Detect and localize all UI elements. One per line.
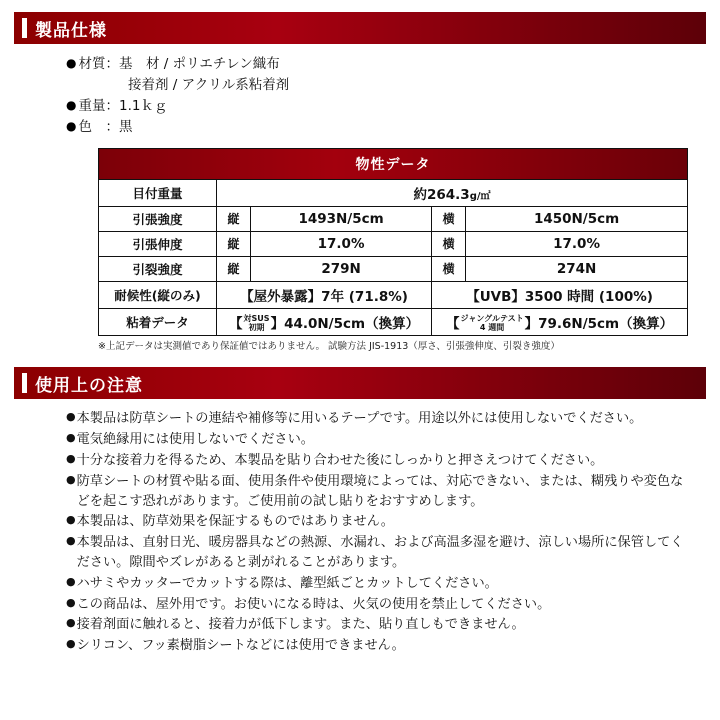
weather-outdoor-value: 【屋外暴露】7年 (71.8%) — [217, 281, 432, 308]
section-title-caution: 使用上の注意 — [35, 375, 143, 396]
spec-item-label: 色 ：黒 — [78, 118, 133, 135]
caution-text: 本製品は、防草効果を保証するものではありません。 — [76, 514, 394, 530]
spec-item-label: 重量：1.1ｋｇ — [78, 97, 168, 114]
bullet-icon: ● — [66, 431, 76, 445]
adhesion-initial-value: 【 対SUS 初期 】44.0N/5cm（換算） — [217, 308, 432, 335]
row-header: 粘着データ — [99, 308, 217, 335]
direction-label: 横 — [432, 206, 466, 231]
bullet-icon: ● — [66, 637, 76, 651]
adhesion-initial-number: 44.0N/5cm（換算） — [284, 315, 420, 332]
row-header: 目付重量 — [99, 179, 217, 206]
adhesion-initial-caption: 対SUS 初期 — [243, 314, 270, 332]
caution-text: 十分な接着力を得るため、本製品を貼り合わせた後にしっかりと押さえつけてください。 — [76, 453, 604, 469]
table-row — [99, 256, 688, 281]
list-item — [66, 636, 688, 656]
list-item — [66, 451, 688, 471]
row-value: 1450N/5cm — [466, 206, 688, 231]
list-item — [66, 512, 688, 532]
row-value — [217, 179, 688, 206]
table-footnote: ※上記データは実測値であり保証値ではありません。 試験方法 JIS-1913（厚さ、引張強伸度、引裂き強度） — [98, 341, 560, 353]
section-header-spec — [14, 12, 706, 44]
value-number: 約264.3 — [413, 186, 470, 203]
bullet-icon: ● — [66, 595, 76, 609]
row-header: 引張強度 — [99, 206, 217, 231]
caution-text: ハサミやカッターでカットする際は、離型紙ごとカットしてください。 — [76, 575, 498, 591]
section-header-caution — [14, 367, 706, 399]
row-value: 1493N/5cm — [251, 206, 432, 231]
direction-label: 横 — [432, 256, 466, 281]
row-value: 17.0% — [251, 231, 432, 256]
table-row-adhesion — [99, 308, 688, 335]
row-header: 耐候性(縦のみ) — [99, 281, 217, 308]
bullet-icon: ● — [66, 452, 76, 466]
caution-text: 電気絶縁用には使用しないでください。 — [76, 432, 314, 448]
caution-text: 接着剤面に触れると、接着力が低下します。また、貼り直しもできません。 — [76, 617, 525, 633]
spec-list — [66, 54, 706, 138]
caution-list — [66, 409, 688, 656]
caution-text: 本製品は防草シートの連結や補修等に用いるテープです。用途以外には使用しないでください。 — [76, 411, 643, 427]
bullet-icon: ● — [66, 56, 77, 70]
spec-item-sub: 接着剤 / アクリル系粘着剤 — [128, 76, 290, 93]
spec-item — [66, 117, 706, 138]
direction-label: 縦 — [217, 231, 251, 256]
bullet-icon: ● — [66, 513, 76, 527]
adhesion-jungle-number: 79.6N/5cm（換算） — [538, 315, 674, 332]
row-value: 17.0% — [466, 231, 688, 256]
spec-item — [66, 96, 706, 117]
header-accent-bar — [22, 373, 27, 393]
table-row — [99, 231, 688, 256]
table-row-weather — [99, 281, 688, 308]
section-title-spec: 製品仕様 — [35, 20, 107, 41]
list-item — [66, 615, 688, 635]
caution-text: 本製品は、直射日光、暖房器具などの熱源、水漏れ、および高温多湿を避け、涼しい場所に保管してください。隙間やズレがあると剥がれることがあります。 — [76, 535, 684, 570]
bullet-icon: ● — [66, 410, 76, 424]
row-value: 274N — [466, 256, 688, 281]
table-row — [99, 206, 688, 231]
spec-item-label: 材質：基 材 / ポリエチレン織布 — [78, 56, 280, 72]
weather-uvb-value: 【UVB】3500 時間 (100%) — [432, 281, 688, 308]
table-title: 物性データ — [99, 148, 688, 179]
direction-label: 横 — [432, 231, 466, 256]
list-item — [66, 409, 688, 429]
list-item — [66, 533, 688, 573]
direction-label: 縦 — [217, 256, 251, 281]
adhesion-jungle-value: 【 ジャングルテスト 4 週間 】79.6N/5cm（換算） — [432, 308, 688, 335]
caution-text: シリコン、フッ素樹脂シートなどには使用できません。 — [76, 638, 405, 654]
property-data-table — [98, 148, 688, 336]
bullet-icon: ● — [66, 97, 77, 112]
list-item — [66, 472, 688, 512]
table-row — [99, 179, 688, 206]
bullet-icon: ● — [66, 616, 76, 630]
spec-item — [66, 54, 706, 75]
adhesion-jungle-caption: ジャングルテスト 4 週間 — [460, 314, 524, 332]
caution-text: この商品は、屋外用です。お使いになる時は、火気の使用を禁止してください。 — [76, 596, 551, 612]
list-item — [66, 574, 688, 594]
list-item — [66, 595, 688, 615]
bullet-icon: ● — [66, 574, 76, 588]
bullet-icon: ● — [66, 472, 76, 486]
caution-section — [14, 367, 706, 656]
list-item — [66, 430, 688, 450]
row-value: 279N — [251, 256, 432, 281]
property-data-table-wrap — [98, 148, 688, 336]
value-unit: g/㎡ — [469, 190, 491, 202]
caution-text: 防草シートの材質や貼る面、使用条件や使用環境によっては、対応できない、または、糊残りや変色などを起こす恐れがあります。ご使用前の試し貼りをおすすめします。 — [76, 473, 684, 509]
row-header: 引張伸度 — [99, 231, 217, 256]
row-header: 引裂強度 — [99, 256, 217, 281]
bullet-icon: ● — [66, 118, 77, 133]
header-accent-bar — [22, 18, 27, 38]
bullet-icon: ● — [66, 534, 76, 548]
direction-label: 縦 — [217, 206, 251, 231]
